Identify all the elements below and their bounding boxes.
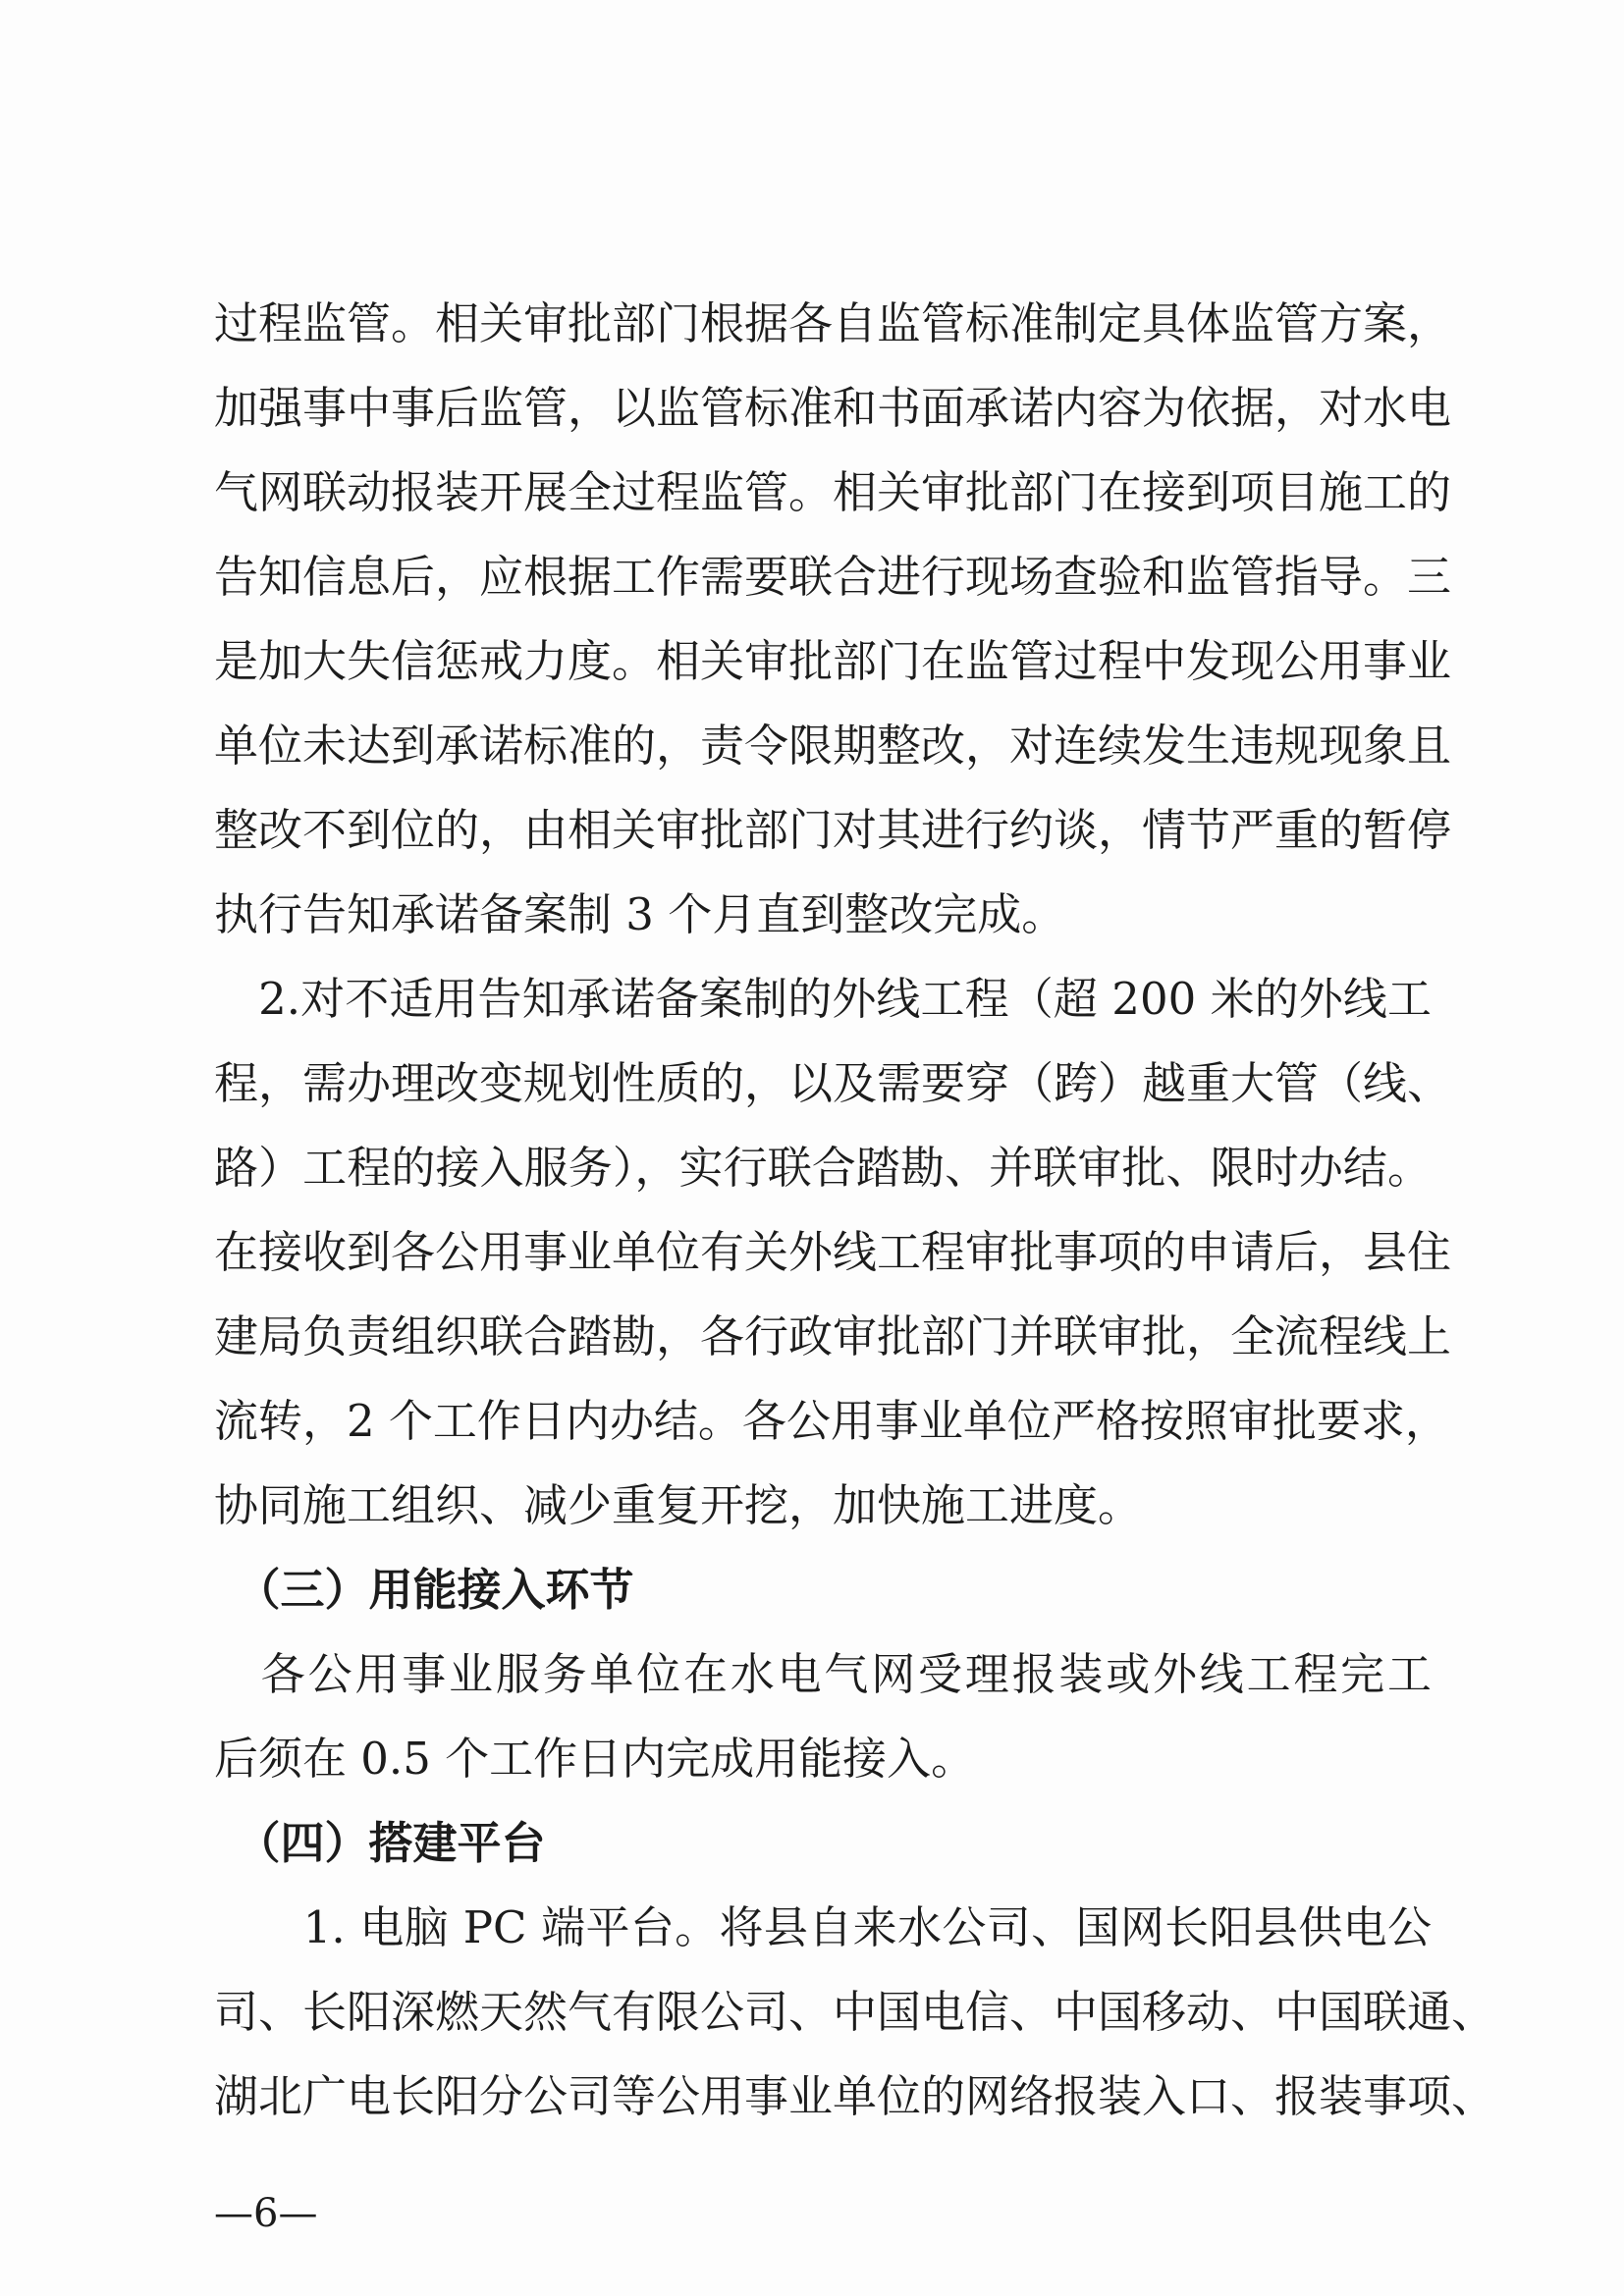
section-heading-3: （三）用能接入环节 [214,1564,634,1616]
body-line-17: 各公用事业服务单位在水电气网受理报装或外线工程完工 [214,1648,1432,1700]
body-line-3: 气网联动报装开展全过程监管。相关审批部门在接到项目施工的 [214,466,1452,518]
body-line-10: 程，需办理改变规划性质的，以及需要穿（跨）越重大管（线、 [214,1057,1452,1109]
body-line-20: 1. 电脑 PC 端平台。将县自来水公司、国网长阳县供电公 [214,1901,1432,1953]
body-line-8: 执行告知承诺备案制 3 个月直到整改完成。 [214,888,1066,940]
body-line-6: 单位未达到承诺标准的，责令限期整改，对连续发生违规现象且 [214,720,1452,772]
page-number: —6— [214,2191,318,2236]
body-line-1: 过程监管。相关审批部门根据各自监管标准制定具体监管方案， [214,297,1452,349]
body-line-15: 协同施工组织、减少重复开挖，加快施工进度。 [214,1479,1143,1531]
body-line-21: 司、长阳深燃天然气有限公司、中国电信、中国移动、中国联通、 [214,1986,1496,2038]
body-line-14: 流转，2 个工作日内办结。各公用事业单位严格按照审批要求， [214,1395,1449,1447]
body-line-4: 告知信息后，应根据工作需要联合进行现场查验和监管指导。三 [214,551,1452,603]
body-line-11: 路）工程的接入服务），实行联合踏勘、并联审批、限时办结。 [214,1142,1432,1194]
body-line-12: 在接收到各公用事业单位有关外线工程审批事项的申请后，县住 [214,1226,1452,1278]
body-line-7: 整改不到位的，由相关审批部门对其进行约谈，情节严重的暂停 [214,804,1452,856]
body-line-5: 是加大失信惩戒力度。相关审批部门在监管过程中发现公用事业 [214,635,1452,687]
body-line-2: 加强事中事后监管，以监管标准和书面承诺内容为依据，对水电 [214,382,1452,434]
section-heading-4: （四）搭建平台 [214,1817,546,1869]
body-line-18: 后须在 0.5 个工作日内完成用能接入。 [214,1733,976,1785]
body-line-9: 2.对不适用告知承诺备案制的外线工程（超 200 米的外线工 [214,973,1432,1025]
body-line-22: 湖北广电长阳分公司等公用事业单位的网络报装入口、报装事项、 [214,2070,1496,2122]
body-line-13: 建局负责组织联合踏勘，各行政审批部门并联审批，全流程线上 [214,1310,1452,1362]
